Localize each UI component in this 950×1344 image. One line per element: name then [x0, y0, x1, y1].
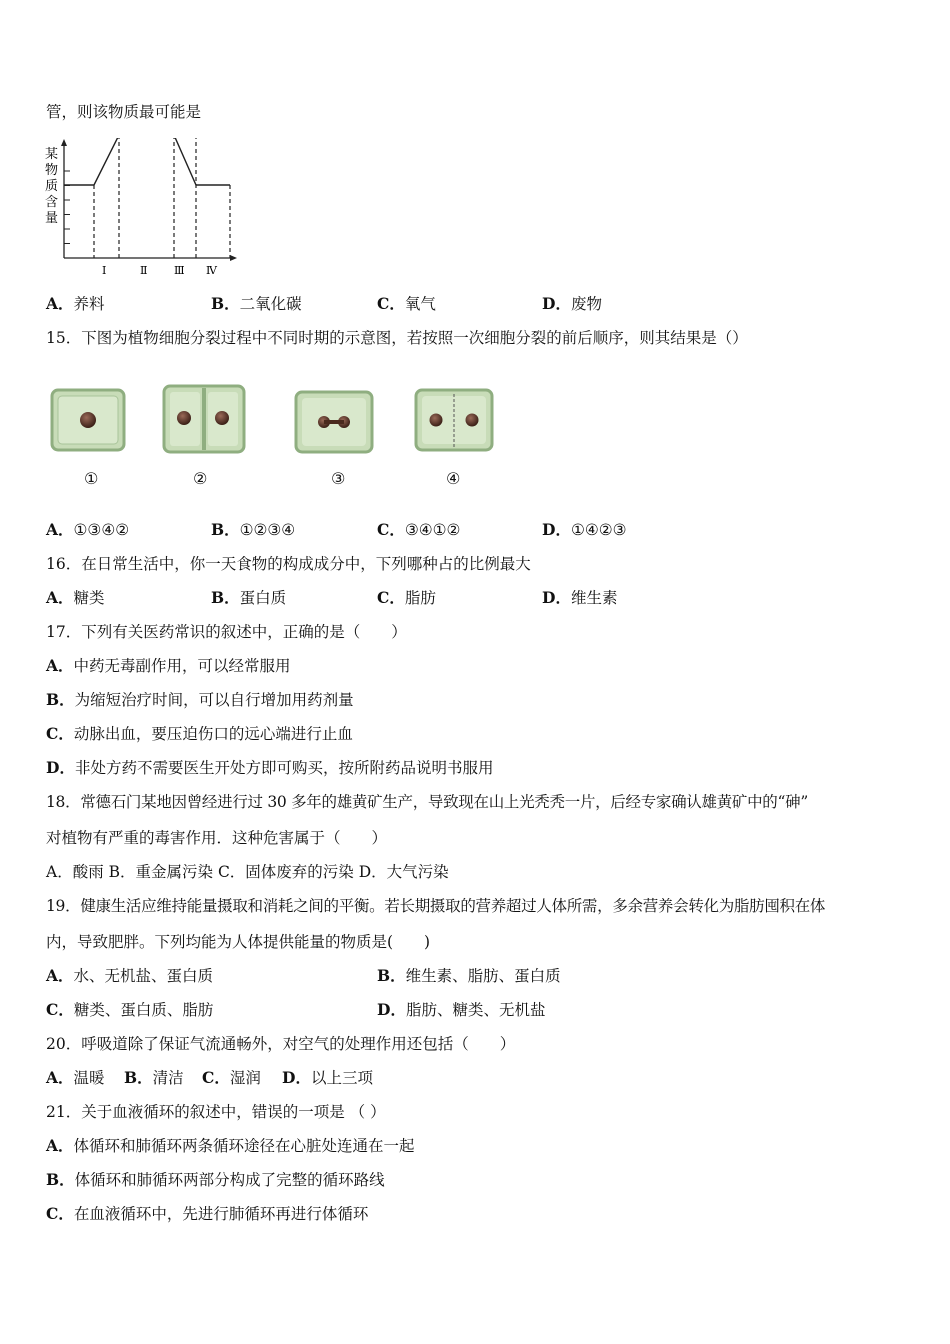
- cell-3-diagram: [296, 392, 372, 452]
- cell-4-nucleus-left: [430, 414, 443, 427]
- q20-stem: 20．呼吸道除了保证气流通畅外，对空气的处理作用还包括（ ）: [46, 1035, 516, 1053]
- cell-caption-4: ④: [446, 469, 461, 488]
- cell-2-diagram: [164, 386, 244, 452]
- q21-stem: 21．关于血液循环的叙述中，错误的一项是 （ ）: [46, 1103, 386, 1121]
- cell-caption-2: ②: [193, 469, 208, 488]
- q16-option-b[interactable]: B．蛋白质: [211, 588, 287, 607]
- xtick-1: Ⅰ: [102, 264, 107, 277]
- cell-2-nucleus-left: [177, 411, 191, 425]
- q18-options[interactable]: A．酸雨 B．重金属污染 C．固体废弃的污染 D．大气污染: [46, 863, 449, 881]
- q15-option-a[interactable]: A．①③④②: [46, 520, 130, 539]
- q14-option-c[interactable]: C．氧气: [377, 294, 436, 313]
- cell-caption-1: ①: [84, 469, 99, 488]
- q14-option-b[interactable]: B．二氧化碳: [211, 294, 302, 313]
- ylabel-char-2: 物: [45, 163, 59, 178]
- q14-option-d[interactable]: D．废物: [542, 294, 602, 313]
- xtick-2: Ⅱ: [140, 264, 148, 277]
- q17-stem: 17．下列有关医药常识的叙述中，正确的是（ ）: [46, 623, 407, 641]
- q19-stem-line-2: 内，导致肥胖。下列均能为人体提供能量的物质是( ): [46, 933, 431, 951]
- q21-option-b[interactable]: B．体循环和肺循环两部分构成了完整的循环路线: [46, 1170, 385, 1189]
- ylabel-char-1: 某: [45, 147, 59, 162]
- q16-option-c[interactable]: C．脂肪: [377, 588, 436, 607]
- cell-4-nucleus-right: [466, 414, 479, 427]
- period-dividers: [94, 138, 230, 258]
- q20-option-c[interactable]: C．湿润: [202, 1068, 261, 1087]
- x-axis-arrow: [230, 255, 237, 261]
- y-axis-label: [45, 147, 58, 226]
- q19-option-a[interactable]: A．水、无机盐、蛋白质: [46, 966, 214, 985]
- q17-option-d[interactable]: D．非处方药不需要医生开处方即可购买，按所附药品说明书服用: [46, 758, 494, 777]
- cell-4-diagram: [416, 390, 492, 450]
- ylabel-char-4: 含: [45, 195, 59, 210]
- x-tick-labels: [102, 264, 218, 277]
- q21-option-c[interactable]: C．在血液循环中，先进行肺循环再进行体循环: [46, 1204, 369, 1223]
- q20-option-d[interactable]: D．以上三项: [282, 1068, 373, 1087]
- q15-option-d[interactable]: D．①④②③: [542, 520, 627, 539]
- q15-option-b[interactable]: B．①②③④: [211, 520, 296, 539]
- xtick-4: Ⅳ: [206, 264, 217, 277]
- q20-option-b[interactable]: B．清洁: [124, 1068, 184, 1087]
- q18-stem-line-2: 对植物有严重的毒害作用．这种危害属于（ ）: [46, 829, 388, 847]
- q16-stem: 16．在日常生活中，你一天食物的构成成分中，下列哪种占的比例最大: [46, 555, 531, 573]
- q21-option-a[interactable]: A．体循环和肺循环两条循环途径在心脏处连通在一起: [46, 1136, 415, 1155]
- xtick-3: Ⅲ: [174, 264, 185, 277]
- q18-stem-line-1: 18．常德石门某地因曾经进行过 30 多年的雄黄矿生产，导致现在山上光秃秃一片，后经专家确认雄黄矿中的“砷”: [46, 793, 808, 811]
- q19-option-b[interactable]: B．维生素、脂肪、蛋白质: [377, 966, 561, 985]
- y-axis-arrow: [61, 139, 67, 146]
- q14-content-graph: [44, 138, 244, 278]
- q17-option-c[interactable]: C．动脉出血，要压迫伤口的远心端进行止血: [46, 724, 353, 743]
- cell-caption-3: ③: [331, 469, 346, 488]
- q16-option-d[interactable]: D．维生素: [542, 588, 618, 607]
- q19-option-c[interactable]: C．糖类、蛋白质、脂肪: [46, 1000, 214, 1019]
- q17-option-b[interactable]: B．为缩短治疗时间，可以自行增加用药剂量: [46, 690, 354, 709]
- q19-stem-line-1: 19．健康生活应维持能量摄取和消耗之间的平衡。若长期摄取的营养超过人体所需，多余营养会转化为脂肪囤积在体: [46, 897, 826, 915]
- content-curve: [64, 138, 230, 185]
- q14-stem-tail: 管，则该物质最可能是: [46, 103, 202, 121]
- y-ticks: [64, 171, 70, 244]
- q17-option-a[interactable]: A．中药无毒副作用，可以经常服用: [46, 656, 291, 675]
- ylabel-char-3: 质: [45, 179, 59, 194]
- q15-option-c[interactable]: C．③④①②: [377, 520, 461, 539]
- cell-1-nucleus: [80, 412, 96, 428]
- q16-option-a[interactable]: A．糖类: [46, 588, 105, 607]
- cell-2-nucleus-right: [215, 411, 229, 425]
- q19-option-d[interactable]: D．脂肪、糖类、无机盐: [377, 1000, 546, 1019]
- q14-option-a[interactable]: A．养料: [46, 294, 105, 313]
- ylabel-char-5: 量: [45, 211, 59, 226]
- q15-stem: 15．下图为植物细胞分裂过程中不同时期的示意图，若按照一次细胞分裂的前后顺序，则其结果是（）: [46, 329, 748, 347]
- q20-option-a[interactable]: A．温暖: [46, 1068, 105, 1087]
- cell-1-diagram: [52, 390, 124, 450]
- q15-cell-division-diagram: [44, 378, 514, 468]
